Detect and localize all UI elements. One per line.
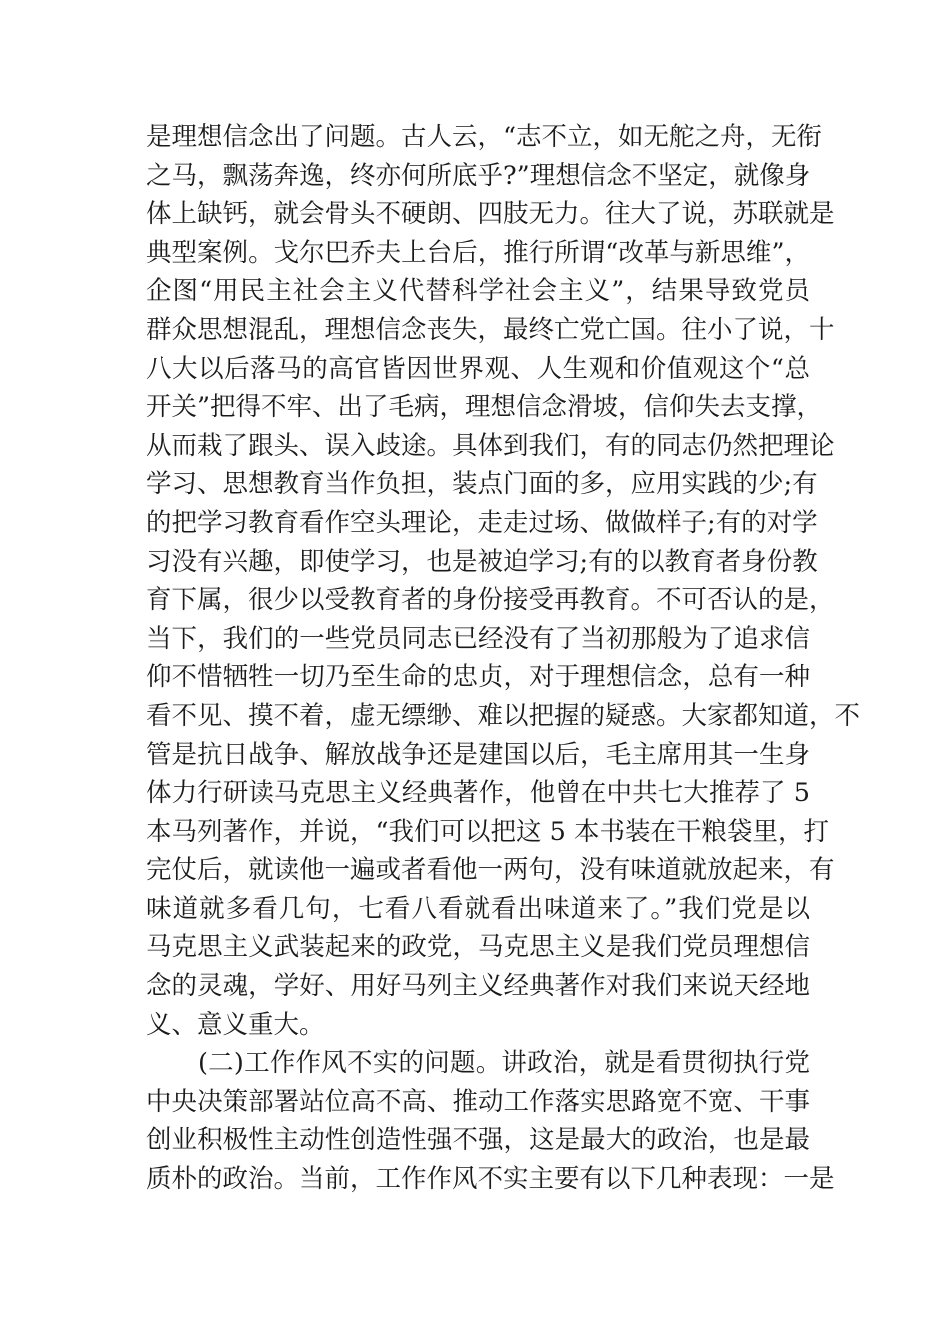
text-line: 本马列著作，并说，“我们可以把这 5 本书装在干粮袋里，打 (146, 816, 829, 847)
text-line: (二)工作作风不实的问题。讲政治，就是看贯彻执行党 (198, 1048, 810, 1079)
text-line: 开关”把得不牢、出了毛病，理想信念滑坡，信仰失去支撑， (146, 392, 823, 423)
text-line: 义、意义重大。 (146, 1009, 325, 1040)
text-line: 味道就多看几句，七看八看就看出味道来了。”我们党是以 (146, 893, 810, 924)
text-line: 从而栽了跟头、误入歧途。具体到我们，有的同志仍然把理论 (146, 430, 835, 461)
text-line: 马克思主义武装起来的政党，马克思主义是我们党员理想信 (146, 932, 810, 963)
document-body (146, 118, 861, 1199)
paragraph-1 (146, 118, 861, 1044)
text-line: 之马，飘荡奔逸，终亦何所底乎?”理想信念不坚定，就像身 (146, 160, 811, 191)
text-line: 体力行研读马克思主义经典著作，他曾在中共七大推荐了 5 (146, 778, 810, 809)
text-line: 管是抗日战争、解放战争还是建国以后，毛主席用其一生身 (146, 739, 810, 770)
text-line: 中央决策部署站位高不高、推动工作落实思路宽不宽、干事 (146, 1086, 810, 1117)
text-line: 仰不惜牺牲一切乃至生命的忠贞，对于理想信念，总有一种 (146, 662, 810, 693)
text-line: 习没有兴趣，即使学习，也是被迫学习;有的以教育者身份教 (146, 546, 818, 577)
paragraph-2 (146, 1044, 835, 1198)
text-line: 八大以后落马的高官皆因世界观、人生观和价值观这个“总 (146, 353, 810, 384)
text-line: 体上缺钙，就会骨头不硬朗、四肢无力。往大了说，苏联就是 (146, 199, 835, 230)
text-line: 的把学习教育看作空头理论，走走过场、做做样子;有的对学 (146, 507, 818, 538)
text-line: 典型案例。戈尔巴乔夫上台后，推行所谓“改革与新思维”， (146, 237, 810, 268)
text-line: 质朴的政治。当前，工作作风不实主要有以下几种表现：一是 (146, 1164, 835, 1195)
text-line: 是理想信念出了问题。古人云，“志不立，如无舵之舟，无衔 (146, 122, 823, 152)
text-line: 念的灵魂，学好、用好马列主义经典著作对我们来说天经地 (146, 971, 810, 1002)
text-line: 当下，我们的一些党员同志已经没有了当初那般为了追求信 (146, 623, 810, 654)
text-line: 完仗后，就读他一遍或者看他一两句，没有味道就放起来，有 (146, 855, 835, 886)
text-line: 学习、思想教育当作负担，装点门面的多，应用实践的少;有 (146, 469, 818, 500)
text-line: 育下属，很少以受教育者的身份接受再教育。不可否认的是， (146, 585, 835, 616)
text-line: 创业积极性主动性创造性强不强，这是最大的政治，也是最 (146, 1125, 810, 1156)
text-line: 看不见、摸不着，虚无缥缈、难以把握的疑惑。大家都知道，不 (146, 700, 861, 731)
text-line: 群众思想混乱，理想信念丧失，最终亡党亡国。往小了说，十 (146, 314, 835, 345)
text-line: 企图“用民主社会主义代替科学社会主义”，结果导致党员 (146, 276, 810, 307)
